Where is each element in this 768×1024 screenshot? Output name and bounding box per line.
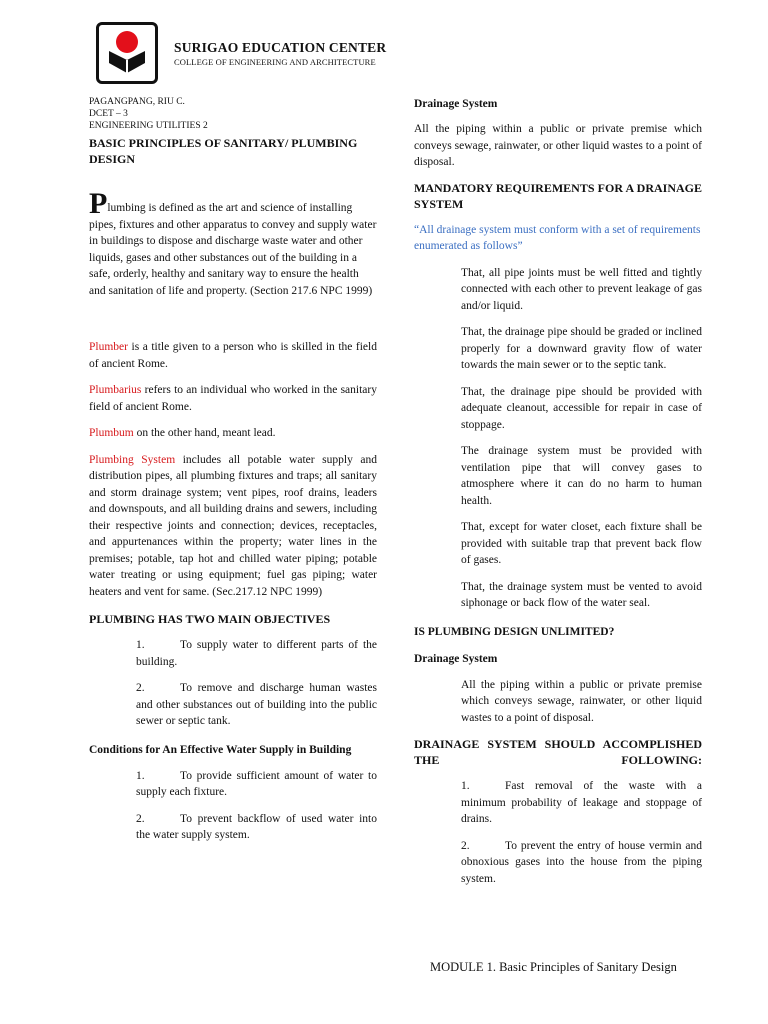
- requirement-item: The drainage system must be provided with ventilation pipe that will convey gases to atmosphere where it can do no harm to human health.: [461, 445, 702, 507]
- plumbum-definition-text: on the other hand, meant lead.: [133, 427, 276, 439]
- objective-number: 1.: [136, 639, 145, 651]
- plumbing-term: lumbing: [107, 202, 146, 214]
- college-name: COLLEGE OF ENGINEERING AND ARCHITECTURE: [174, 57, 376, 67]
- plumbarius-definition-text: refers to an individual who worked in the sanitary field of ancient Rome.: [89, 384, 377, 413]
- plumber-definition: [89, 339, 377, 372]
- plumbum-definition: [89, 425, 377, 442]
- condition-number: 1.: [136, 769, 145, 782]
- drainage-heading: Drainage System: [414, 98, 498, 110]
- plumbum-term: Plumbum: [89, 427, 134, 439]
- drainage-definition: All the piping within a public or private premise which conveys sewage, rainwater, or other liquid wastes to a point of disposal.: [414, 123, 702, 168]
- accomplish-number: 2.: [461, 839, 470, 852]
- accomplish-item: [461, 838, 702, 888]
- requirement-item: That, the drainage pipe should be provided with adequate cleanout, accessible for repair in case of stoppage.: [461, 385, 702, 431]
- accomplish-text: Fast removal of the waste with a minimum probability of leakage and stoppage of drains.: [461, 780, 702, 825]
- plumbing-definition-text: is defined as the art and science of installing pipes, fixtures and other apparatus to convey and supply water in buildings to dispose and discharge waste water and other liquids, gases and other substances out of the building in a safe, orderly, healthy and sanitary way to ensure the health and sanitation of life and property. (Section 217.6 NPC 1999): [89, 202, 377, 297]
- left-column: [89, 96, 377, 844]
- condition-text: To provide sufficient amount of water to supply each fixture.: [136, 769, 377, 798]
- condition-text: To prevent backflow of used water into the water supply system.: [136, 812, 377, 841]
- author-name: PAGANGPANG, RIU C.: [89, 97, 185, 107]
- drainage-heading-2: Drainage System: [414, 652, 498, 665]
- requirement-item: That, the drainage system must be vented to avoid siphonage or back flow of the water seal.: [461, 580, 702, 609]
- plumber-definition-text: is a title given to a person who is skilled in the field of ancient Rome.: [89, 341, 377, 370]
- plumbarius-definition: [89, 382, 377, 415]
- condition-number: 2.: [136, 812, 145, 825]
- objective-number: 2.: [136, 682, 145, 694]
- condition-item: [136, 811, 377, 844]
- mandatory-quote: “All drainage system must conform with a set of requirements enumerated as follows”: [414, 223, 701, 252]
- conditions-heading: Conditions for An Effective Water Supply in Building: [89, 743, 352, 756]
- page-footer: MODULE 1. Basic Principles of Sanitary Design: [430, 960, 677, 974]
- mandatory-heading: MANDATORY REQUIREMENTS FOR A DRAINAGE SYSTEM: [414, 180, 702, 211]
- objectives-heading: PLUMBING HAS TWO MAIN OBJECTIVES: [89, 612, 331, 626]
- objective-item: [136, 637, 377, 670]
- plumbing-system-definition: [89, 452, 377, 601]
- drainage-definition-2: All the piping within a public or private premise which conveys sewage, rainwater, or other liquid wastes to a point of disposal.: [461, 678, 702, 724]
- accomplish-text: To prevent the entry of house vermin and obnoxious gases into the house from the piping system.: [461, 839, 702, 885]
- requirement-item: That, the drainage pipe should be graded or inclined properly for a downward gravity flow of water towards the main sewer or to the septic tank.: [461, 326, 702, 371]
- requirement-item: That, except for water closet, each fixture shall be provided with suitable trap that prevent back flow of gases.: [461, 521, 702, 566]
- plumbing-definition: [89, 187, 377, 299]
- course-name: ENGINEERING UTILITIES 2: [89, 121, 208, 131]
- dropcap-letter: P: [89, 187, 108, 220]
- plumbing-system-term: Plumbing System: [89, 453, 176, 466]
- objective-item: [136, 680, 377, 730]
- document-title: BASIC PRINCIPLES OF SANITARY/ PLUMBING DESIGN: [89, 136, 358, 166]
- right-column: [414, 96, 702, 887]
- objective-text: To supply water to different parts of the building.: [136, 639, 377, 668]
- requirement-item: That, all pipe joints must be well fitted and tightly connected with each other to prevent leakage of gas and/or liquid.: [461, 266, 702, 312]
- class-section: DCET – 3: [89, 109, 128, 119]
- plumber-term: Plumber: [89, 341, 128, 353]
- school-name: SURIGAO EDUCATION CENTER: [174, 40, 387, 55]
- accomplish-heading: DRAINAGE SYSTEM SHOULD ACCOMPLISHED THE FOLLOWING:: [414, 737, 702, 767]
- accomplish-item: [461, 778, 702, 828]
- plumbing-system-definition-text: includes all potable water supply and distribution pipes, all plumbing fixtures and traps; all sanitary and storm drainage system; vent pipes, roof drains, leaders and downspouts, and all building drains and sewers, including their respective joints and connection; devices, receptacles, and appurtenances within the property; water lines in the premises; potable, tap hot and chilled water piping; potable water treating or using equipment; fuel gas piping; water heaters and vent for same. (Sec.217.12 NPC 1999): [89, 453, 377, 598]
- unlimited-heading: IS PLUMBING DESIGN UNLIMITED?: [414, 625, 615, 638]
- accomplish-number: 1.: [461, 780, 470, 792]
- plumbarius-term: Plumbarius: [89, 384, 142, 396]
- objective-text: To remove and discharge human wastes and other substances out of building into the public sewer or septic tank.: [136, 682, 377, 727]
- book-circle-logo-icon: [96, 22, 158, 84]
- condition-item: [136, 768, 377, 801]
